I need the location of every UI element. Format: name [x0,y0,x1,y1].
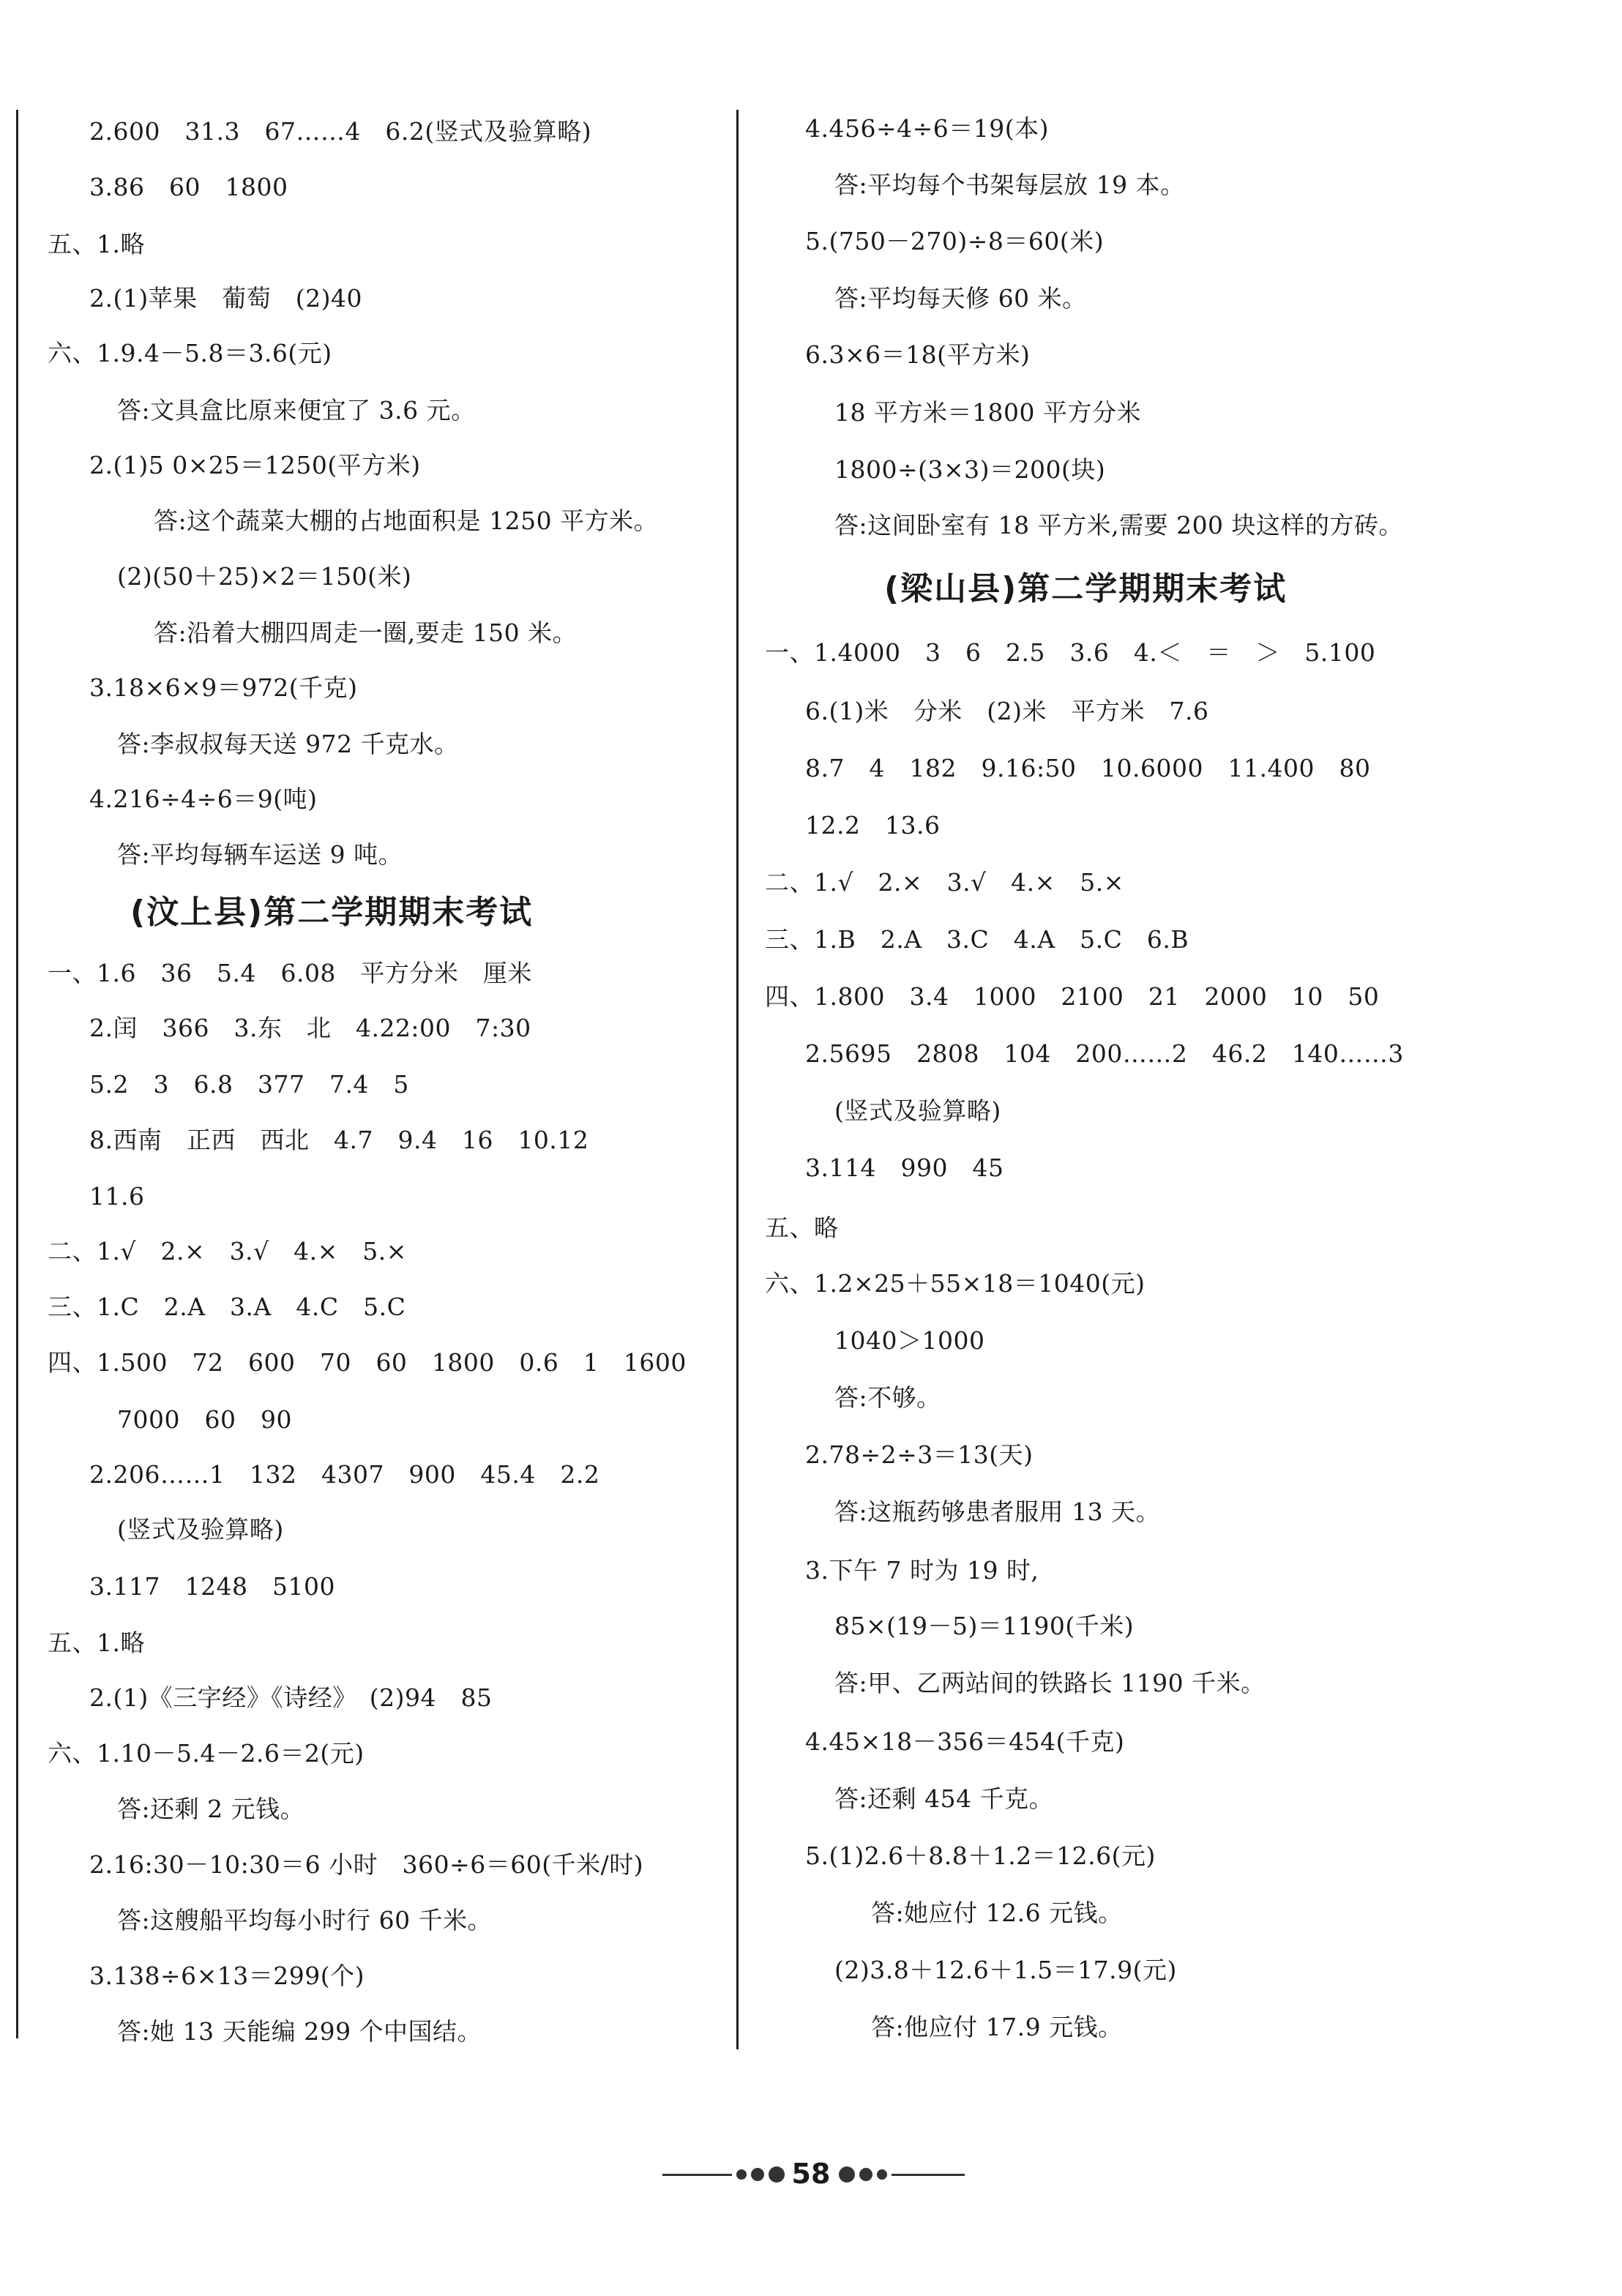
answer-line: 1040＞1000 [834,1326,985,1355]
answer-line: 5.(1)2.6＋8.8＋1.2＝12.6(元) [805,1841,1156,1870]
answer-line: 答:文具盒比原来便宜了 3.6 元。 [117,396,476,425]
answer-line: 答:平均每辆车运送 9 吨。 [117,840,403,869]
answer-line: 五、1.略 [48,230,145,258]
answer-line: 4.216÷4÷6＝9(吨) [89,785,318,813]
answer-line: 3.18×6×9＝972(千克) [89,673,358,702]
footer-ornament-right [892,2174,965,2176]
answer-line: 答:平均每个书架每层放 19 本。 [834,171,1185,199]
answer-line: 答:还剩 2 元钱。 [117,1795,305,1823]
answer-line: 11.6 [89,1182,145,1211]
answer-line: 3.114 990 45 [805,1153,1004,1182]
left-column [44,0,725,2071]
answer-line: 2.16:30－10:30＝6 小时 360÷6＝60(千米/时) [89,1850,644,1879]
answer-line: 3.86 60 1800 [89,173,288,201]
answer-line: 1800÷(3×3)＝200(块) [834,455,1106,484]
answer-line: (竖式及验算略) [117,1515,284,1544]
answer-line: (2)3.8＋12.6＋1.5＝17.9(元) [834,1956,1177,1984]
answer-line: 六、1.2×25＋55×18＝1040(元) [765,1269,1146,1298]
answer-line: 答:这瓶药够患者服用 13 天。 [834,1497,1161,1526]
answer-line: 答:沿着大棚四周走一圈,要走 150 米。 [154,618,578,647]
answer-line: 3.138÷6×13＝299(个) [89,1962,365,1990]
footer-ornament-left [662,2174,732,2176]
column-divider [736,110,739,2049]
answer-line: 四、1.500 72 600 70 60 1800 0.6 1 1600 [48,1348,687,1377]
answer-line: 5.(750－270)÷8＝60(米) [805,227,1105,255]
answer-line: 三、1.C 2.A 3.A 4.C 5.C [48,1293,406,1321]
answer-line: 五、1.略 [48,1628,145,1657]
footer-ornament-dot [769,2166,785,2183]
footer-ornament-dot [736,2169,747,2180]
answer-line: 3.下午 7 时为 19 时, [805,1556,1039,1585]
footer-ornament-dot [859,2168,872,2181]
answer-line: 2.78÷2÷3＝13(天) [805,1440,1034,1469]
left-margin-rule [16,110,18,2038]
answer-line: 答:她应付 12.6 元钱。 [871,1899,1123,1927]
section-title-wenshang: (汶上县)第二学期期末考试 [130,894,534,931]
answer-line: 18 平方米＝1800 平方分米 [834,398,1141,427]
answer-line: 4.45×18－356＝454(千克) [805,1727,1125,1756]
footer-ornament-dot [839,2166,855,2183]
answer-line: 六、1.9.4－5.8＝3.6(元) [48,339,332,367]
answer-line: 答:平均每天修 60 米。 [834,284,1087,313]
answer-line: 答:李叔叔每天送 972 千克水。 [117,730,459,758]
answer-line: 7000 60 90 [117,1405,292,1434]
answer-line: 一、1.4000 3 6 2.5 3.6 4.＜ ＝ ＞ 5.100 [765,638,1376,667]
answer-line: 6.3×6＝18(平方米) [805,340,1031,369]
answer-line: 答:这间卧室有 18 平方米,需要 200 块这样的方砖。 [834,511,1404,539]
answer-line: 4.456÷4÷6＝19(本) [805,114,1050,143]
answer-line: 3.117 1248 5100 [89,1572,335,1601]
answer-line: 5.2 3 6.8 377 7.4 5 [89,1070,409,1099]
answer-line: 三、1.B 2.A 3.C 4.A 5.C 6.B [765,925,1189,954]
footer-ornament-dot [877,2169,887,2180]
answer-line: 答:她 13 天能编 299 个中国结。 [117,2017,482,2046]
answer-line: 答:他应付 17.9 元钱。 [871,2013,1123,2041]
answer-line: 2.600 31.3 67……4 6.2(竖式及验算略) [89,117,592,146]
answer-line: 2.(1)5 0×25＝1250(平方米) [89,451,421,479]
answer-line: 85×(19－5)＝1190(千米) [834,1612,1135,1640]
answer-line: 12.2 13.6 [805,811,941,840]
answer-line: 2.5695 2808 104 200……2 46.2 140……3 [805,1039,1404,1068]
right-column [761,0,1603,2071]
page-number: 58 [791,2158,831,2190]
answer-line: 6.(1)米 分米 (2)米 平方米 7.6 [805,697,1209,725]
answer-line: 二、1.√ 2.× 3.√ 4.× 5.× [765,868,1124,897]
answer-line: 2.206……1 132 4307 900 45.4 2.2 [89,1460,600,1489]
answer-line: 五、略 [765,1214,839,1242]
answer-line: 2.闰 366 3.东 北 4.22:00 7:30 [89,1014,531,1042]
answer-line: (竖式及验算略) [834,1096,1001,1125]
answer-line: 二、1.√ 2.× 3.√ 4.× 5.× [48,1237,407,1265]
answer-line: 答:还剩 454 千克。 [834,1784,1054,1813]
footer-ornament-dot [751,2168,764,2181]
answer-line: (2)(50＋25)×2＝150(米) [117,562,412,591]
answer-line: 2.(1)苹果 葡萄 (2)40 [89,284,362,313]
answer-line: 答:不够。 [834,1383,941,1412]
section-title-liangshan: (梁山县)第二学期期末考试 [884,570,1287,607]
answer-line: 答:甲、乙两站间的铁路长 1190 千米。 [834,1669,1266,1697]
answer-line: 一、1.6 36 5.4 6.08 平方分米 厘米 [48,959,532,987]
page-footer [0,2152,1622,2196]
answer-line: 答:这个蔬菜大棚的占地面积是 1250 平方米。 [154,506,659,535]
answer-line: 8.西南 正西 西北 4.7 9.4 16 10.12 [89,1126,589,1154]
answer-line: 六、1.10－5.4－2.6＝2(元) [48,1739,365,1768]
answer-line: 2.(1)《三字经》《诗经》 (2)94 85 [89,1683,493,1712]
answer-line: 8.7 4 182 9.16:50 10.6000 11.400 80 [805,754,1371,782]
answer-line: 答:这艘船平均每小时行 60 千米。 [117,1906,493,1934]
answer-line: 四、1.800 3.4 1000 2100 21 2000 10 50 [765,982,1380,1011]
